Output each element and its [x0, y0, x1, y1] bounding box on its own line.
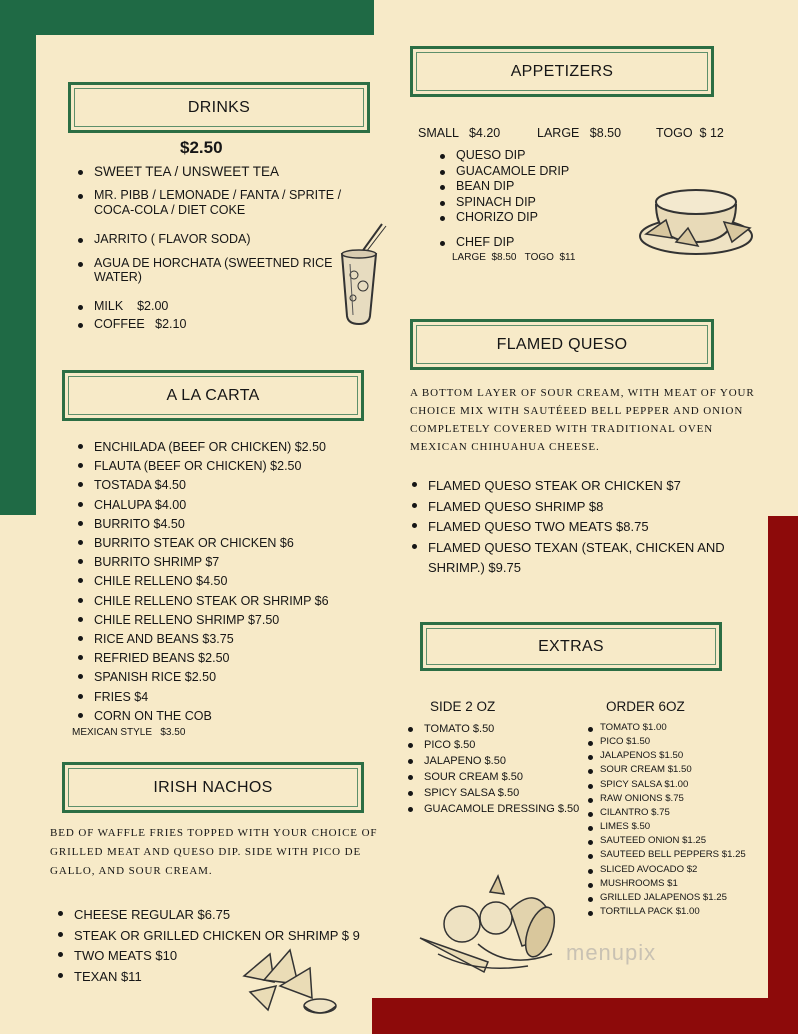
drinks-list [76, 164, 366, 331]
list-item: FLAMED QUESO STEAK OR CHICKEN $7 [410, 476, 750, 497]
chef-dip-note: LARGE $8.50 TOGO $11 [452, 252, 576, 263]
list-item: PICO $1.50 [586, 735, 762, 749]
order-title: ORDER 6OZ [606, 699, 685, 714]
list-item: GUACAMOLE DRIP [438, 164, 628, 180]
green-side-bar [0, 35, 36, 515]
list-item: RAW ONIONS $.75 [586, 792, 762, 806]
menupix-watermark: menupix [566, 940, 657, 965]
a-la-carta-title: A LA CARTA [166, 386, 260, 404]
nachos-icon [240, 946, 340, 1018]
list-item: SAUTEED ONION $1.25 [586, 834, 762, 848]
list-item: RICE AND BEANS $3.75 [76, 630, 376, 649]
list-item: FLAUTA (BEEF OR CHICKEN) $2.50 [76, 457, 376, 476]
list-item: MILK $2.00 [76, 299, 366, 313]
list-item: AGUA DE HORCHATA (SWEETNED RICE WATER) [76, 256, 344, 284]
irish-nachos-description: BED OF WAFFLE FRIES TOPPED WITH YOUR CHOICE OF GRILLED MEAT AND QUESO DIP. SIDE WITH PICO DE GALLO, AND SOUR CREAM. [50, 827, 378, 877]
list-item: TORTILLA PACK $1.00 [586, 905, 762, 919]
list-item: JARRITO ( FLAVOR SODA) [76, 232, 366, 246]
list-item: CHORIZO DIP [438, 210, 628, 226]
list-item: COFFEE $2.10 [76, 317, 366, 331]
list-item: CILANTRO $.75 [586, 806, 762, 820]
irish-nachos-title: IRISH NACHOS [153, 778, 273, 796]
side-list [406, 721, 596, 817]
list-item: TOMATO $1.00 [586, 721, 762, 735]
irish-nachos-header [62, 762, 364, 813]
list-item: TWO MEATS $10 [56, 946, 386, 967]
list-item: BURRITO STEAK OR CHICKEN $6 [76, 534, 376, 553]
list-item: CHILE RELLENO $4.50 [76, 572, 376, 591]
side-title: SIDE 2 OZ [430, 699, 496, 714]
list-item: FLAMED QUESO SHRIMP $8 [410, 497, 750, 518]
list-item: BURRITO $4.50 [76, 515, 376, 534]
list-item: REFRIED BEANS $2.50 [76, 649, 376, 668]
size-togo: TOGO $ 12 [656, 126, 724, 140]
list-item: SPICY SALSA $.50 [406, 785, 596, 801]
list-item: CHILE RELLENO STEAK OR SHRIMP $6 [76, 592, 376, 611]
list-item: SOUR CREAM $.50 [406, 769, 596, 785]
a-la-carta-list [76, 438, 376, 726]
green-corner-block [0, 0, 374, 35]
list-item: QUESO DIP [438, 148, 628, 164]
list-item: MR. PIBB / LEMONADE / FANTA / SPRITE / COCA-COLA / DIET COKE [76, 188, 366, 218]
list-item: TEXAN $11 [56, 967, 386, 988]
vegetables-icon [418, 874, 568, 976]
list-item: BEAN DIP [438, 179, 628, 195]
drinks-price: $2.50 [180, 138, 223, 157]
red-bottom-block [372, 998, 798, 1034]
list-item: CHEESE REGULAR $6.75 [56, 905, 386, 926]
list-item: SAUTEED BELL PEPPERS $1.25 [586, 848, 762, 862]
flamed-queso-title: FLAMED QUESO [496, 335, 628, 353]
order-list [586, 721, 762, 919]
size-large: LARGE $8.50 [537, 126, 622, 140]
dip-bowl-icon [636, 176, 758, 262]
flamed-queso-list [410, 476, 750, 579]
list-item: FRIES $4 [76, 688, 376, 707]
list-item: SPINACH DIP [438, 195, 628, 211]
soda-glass-icon [336, 220, 392, 330]
list-item: SLICED AVOCADO $2 [586, 863, 762, 877]
list-item: STEAK OR GRILLED CHICKEN OR SHRIMP $ 9 [56, 926, 386, 947]
list-item: SPICY SALSA $1.00 [586, 778, 762, 792]
list-item: CORN ON THE COB [76, 707, 376, 726]
list-item: ENCHILADA (BEEF OR CHICKEN) $2.50 [76, 438, 376, 457]
list-item: TOMATO $.50 [406, 721, 596, 737]
list-item: BURRITO SHRIMP $7 [76, 553, 376, 572]
list-item: LIMES $.50 [586, 820, 762, 834]
appetizers-title: APPETIZERS [510, 62, 614, 80]
flamed-queso-description: A BOTTOM LAYER OF SOUR CREAM, WITH MEAT OF YOUR CHOICE MIX WITH SAUTÉEED BELL PEPPER AND ONION COMPLETELY COVERED WITH TRADITIONAL OVEN MEXICAN CHIHUAHUA CHEESE. [410, 387, 755, 453]
list-item: CHILE RELLENO SHRIMP $7.50 [76, 611, 376, 630]
list-item: SWEET TEA / UNSWEET TEA [76, 164, 366, 179]
list-item: CHALUPA $4.00 [76, 496, 376, 515]
list-item: SOUR CREAM $1.50 [586, 763, 762, 777]
list-item: PICO $.50 [406, 737, 596, 753]
list-item: MUSHROOMS $1 [586, 877, 762, 891]
extras-header [420, 622, 722, 671]
list-item: FLAMED QUESO TEXAN (STEAK, CHICKEN AND SHRIMP.) $9.75 [410, 538, 750, 579]
appetizers-list [438, 148, 628, 251]
appetizers-header [410, 46, 714, 97]
list-item: JALAPENOS $1.50 [586, 749, 762, 763]
list-item: GUACAMOLE DRESSING $.50 [406, 801, 596, 817]
extras-title: EXTRAS [538, 637, 604, 655]
list-item: FLAMED QUESO TWO MEATS $8.75 [410, 517, 750, 538]
a-la-carta-header [62, 370, 364, 421]
flamed-queso-header [410, 319, 714, 370]
red-side-bar [768, 516, 798, 1034]
size-small: SMALL $4.20 [418, 126, 501, 140]
list-item: CHEF DIP [438, 235, 628, 251]
corn-style-note: MEXICAN STYLE $3.50 [72, 727, 186, 738]
drinks-header [68, 82, 370, 133]
list-item: TOSTADA $4.50 [76, 476, 376, 495]
list-item: JALAPENO $.50 [406, 753, 596, 769]
list-item: GRILLED JALAPENOS $1.25 [586, 891, 762, 905]
list-item: SPANISH RICE $2.50 [76, 668, 376, 687]
drinks-title: DRINKS [187, 98, 251, 116]
